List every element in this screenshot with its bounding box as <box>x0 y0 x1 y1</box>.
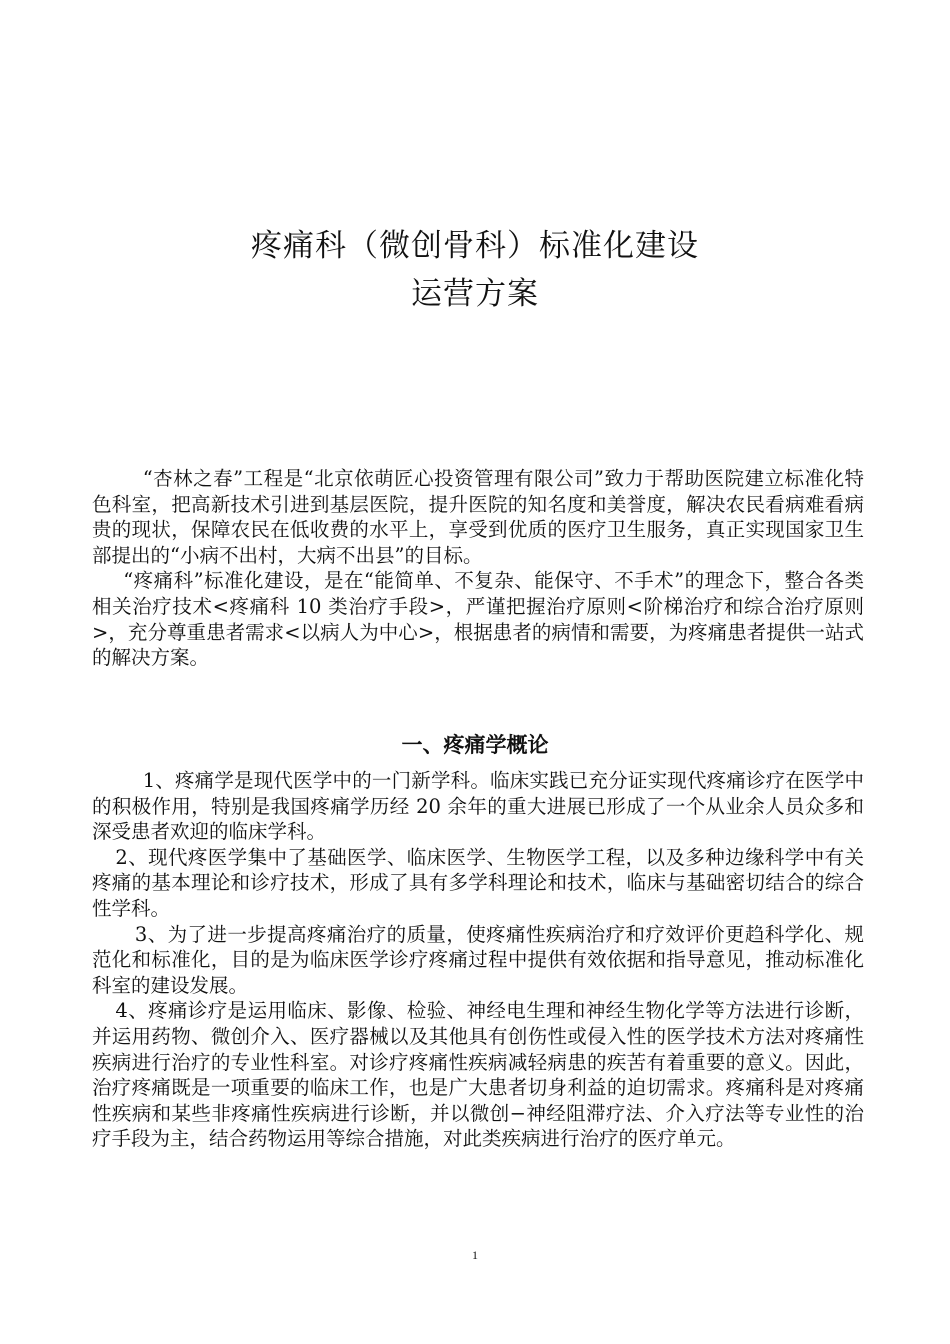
title-line-1: 疼痛科（微创骨科）标准化建设 <box>251 228 699 264</box>
intro-paragraph-1: “杏林之春”工程是“北京依萌匠心投资管理有限公司”致力于帮助医院建立标准化特色科室，把高新技术引进到基层医院，提升医院的知名度和美誉度，解决农民看病难看病贵的现状，保障农民在低收费的水平上，享受到优质的医疗卫生服务，真正实现国家卫生部提出的“小病不出村，大病不出县”的目标。 <box>92 467 864 567</box>
title-line-2: 运营方案 <box>411 276 539 312</box>
section-body <box>92 768 864 1152</box>
section-paragraph-2: 2、现代疼医学集中了基础医学、临床医学、生物医学工程，以及多种边缘科学中有关疼痛的基本理论和诊疗技术，形成了具有多学科理论和技术，临床与基础密切结合的综合性学科。 <box>92 845 864 920</box>
section-paragraph-1: 1、疼痛学是现代医学中的一门新学科。临床实践已充分证实现代疼痛诊疗在医学中的积极作用，特别是我国疼痛学历经 20 余年的重大进展已形成了一个从业余人员众多和深受患者欢迎的临床学科。 <box>92 769 864 844</box>
document-title <box>0 222 950 318</box>
section-heading: 一、疼痛学概论 <box>401 733 549 757</box>
section-paragraph-4: 4、疼痛诊疗是运用临床、影像、检验、神经电生理和神经生物化学等方法进行诊断，并运用药物、微创介入、医疗器械以及其他具有创伤性或侵入性的医学技术方法对疼痛性疾病进行治疗的专业性科室。对诊疗疼痛性疾病减轻病患的疾苦有着重要的意义。因此，治疗疼痛既是一项重要的临床工作，也是广大患者切身利益的迫切需求。疼痛科是对疼痛性疾病和某些非疼痛性疾病进行诊断，并以微创−神经阻滞疗法、介入疗法等专业性的治疗手段为主，结合药物运用等综合措施，对此类疾病进行治疗的医疗单元。 <box>92 999 864 1151</box>
intro-paragraph-2: “疼痛科”标准化建设，是在“能简单、不复杂、能保守、不手术”的理念下，整合各类相关治疗技术<疼痛科 10 类治疗手段>，严谨把握治疗原则<阶梯治疗和综合治疗原则>，充分尊重患者需求<以病人为中心>，根据患者的病情和需要，为疼痛患者提供一站式的解决方案。 <box>92 569 864 670</box>
intro-section <box>92 466 864 671</box>
page-number: 1 <box>472 1248 478 1262</box>
section-paragraph-3: 3、为了进一步提高疼痛治疗的质量，使疼痛性疾病治疗和疗效评价更趋科学化、规范化和标准化，目的是为临床医学诊疗疼痛过程中提供有效依据和指导意见，推动标准化科室的建设发展。 <box>92 922 864 997</box>
